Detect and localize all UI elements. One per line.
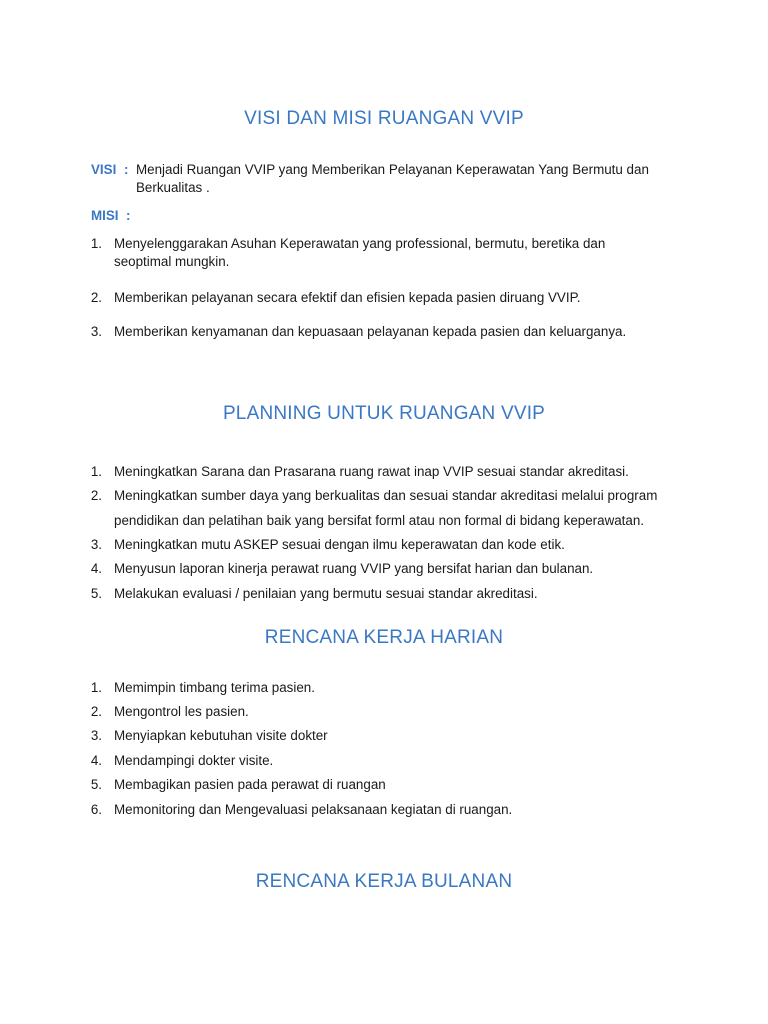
heading-bulanan: RENCANA KERJA BULANAN [255,871,513,892]
misi-colon: : [126,208,131,223]
list-item-text: Menyusun laporan kinerja perawat ruang VVIP yang bersifat harian dan bulanan. [114,561,594,576]
heading-visi-misi: VISI DAN MISI RUANGAN VVIP [244,108,524,129]
list-number: 1. [90,464,102,479]
list-item-text-cont: seoptimal mungkin. [114,254,230,269]
list-item-text-cont: pendidikan dan pelatihan baik yang bersifat forml atau non formal di bidang keperawatan. [114,513,645,528]
list-item-text: Membagikan pasien pada perawat di ruangan [114,777,386,792]
visi-text-line2: Berkualitas . [136,180,210,195]
list-number: 2. [90,704,102,719]
list-number: 3. [90,537,102,552]
list-item-text: Meningkatkan Sarana dan Prasarana ruang rawat inap VVIP sesuai standar akreditasi. [114,464,629,479]
list-number: 6. [90,802,102,817]
list-number: 2. [90,290,102,305]
list-number: 5. [90,777,102,792]
visi-colon: : [124,162,129,177]
list-item-text: Menyelenggarakan Asuhan Keperawatan yang professional, bermutu, beretika dan [114,236,606,251]
list-number: 3. [90,324,102,339]
heading-harian: RENCANA KERJA HARIAN [264,627,504,648]
heading-planning: PLANNING UNTUK RUANGAN VVIP [222,403,546,424]
list-item-text: Meningkatkan mutu ASKEP sesuai dengan ilmu keperawatan dan kode etik. [114,537,565,552]
list-item-text: Menyiapkan kebutuhan visite dokter [114,728,328,743]
list-number: 5. [90,586,102,601]
list-item-text: Memberikan kenyamanan dan kepuasaan pelayanan kepada pasien dan keluarganya. [114,324,627,339]
list-number: 3. [90,728,102,743]
list-number: 1. [90,680,102,695]
list-item-text: Meningkatkan sumber daya yang berkualitas dan sesuai standar akreditasi melalui program [114,488,658,503]
list-number: 4. [90,561,102,576]
list-item-text: Mendampingi dokter visite. [114,753,274,768]
list-item-text: Mengontrol les pasien. [114,704,249,719]
list-number: 4. [90,753,102,768]
visi-label: VISI [91,162,117,177]
list-item-text: Melakukan evaluasi / penilaian yang bermutu sesuai standar akreditasi. [114,586,538,601]
visi-text-line1: Menjadi Ruangan VVIP yang Memberikan Pelayanan Keperawatan Yang Bermutu dan [136,162,649,177]
list-item-text: Memberikan pelayanan secara efektif dan efisien kepada pasien diruang VVIP. [114,290,581,305]
list-item-text: Memimpin timbang terima pasien. [114,680,315,695]
list-item-text: Memonitoring dan Mengevaluasi pelaksanaan kegiatan di ruangan. [114,802,513,817]
misi-label: MISI [91,208,119,223]
list-number: 2. [90,488,102,503]
list-number: 1. [90,236,102,251]
